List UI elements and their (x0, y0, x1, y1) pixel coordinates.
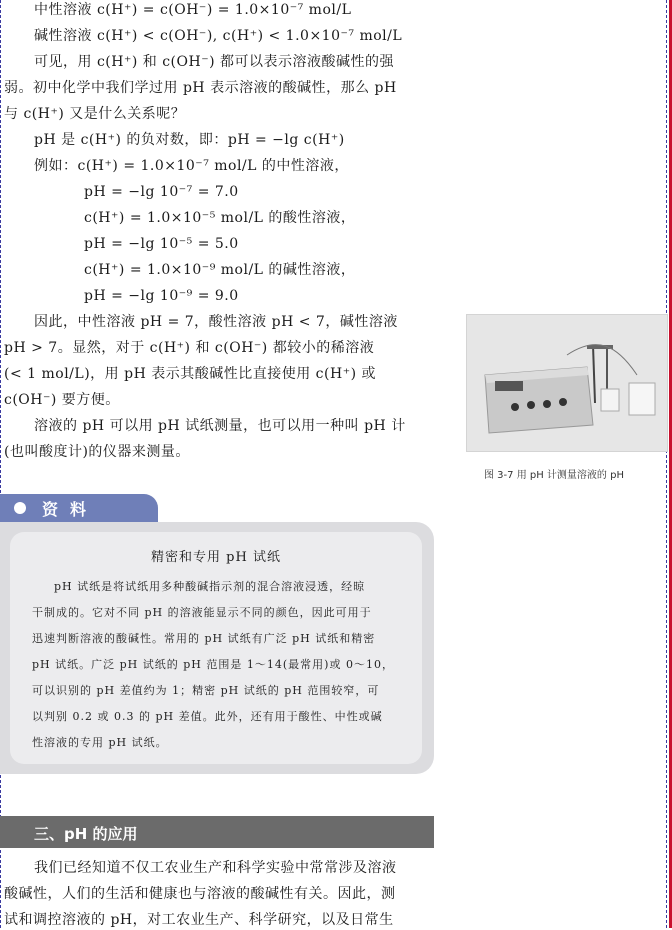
section-header (0, 816, 434, 848)
paragraph-line: 与 c(H⁺) 又是什么关系呢？ (4, 106, 186, 122)
paragraph-line: 可见，用 c(H⁺) 和 c(OH⁻) 都可以表示溶液酸碱性的强 (34, 54, 395, 70)
paragraph-line: 我们已经知道不仅工农业生产和科学实验中常常涉及溶液 (34, 860, 397, 876)
ph-meter-photo (466, 314, 668, 452)
info-box-line: 干制成的。它对不同 pH 的溶液能显示不同的颜色，因此可用于 (32, 606, 372, 619)
paragraph-line: 试和调控溶液的 pH，对工农业生产、科学研究，以及日常生 (4, 912, 394, 928)
info-box-inner (10, 532, 422, 764)
equation-neutral: 中性溶液 c(H⁺) = c(OH⁻) = 1.0×10⁻⁷ mol/L (34, 2, 352, 18)
example-base: c(H⁺) = 1.0×10⁻⁹ mol/L 的碱性溶液， (84, 262, 356, 278)
info-box-line: 性溶液的专用 pH 试纸。 (32, 736, 168, 749)
paragraph-line: 酸碱性，人们的生活和健康也与溶液的酸碱性有关。因此，测 (4, 886, 396, 902)
example-acid: c(H⁺) = 1.0×10⁻⁵ mol/L 的酸性溶液， (84, 210, 356, 226)
figure-caption: 图 3-7 用 pH 计测量溶液的 pH (484, 470, 624, 481)
example-intro: 例如：c(H⁺) = 1.0×10⁻⁷ mol/L 的中性溶液， (34, 158, 349, 174)
info-box (0, 522, 434, 774)
info-box-line: pH 试纸。广泛 pH 试纸的 pH 范围是 1～14(最常用)或 0～10， (32, 658, 394, 671)
example-ph-neutral: pH = −lg 10⁻⁷ = 7.0 (84, 184, 239, 200)
info-tab (0, 494, 158, 522)
section-title: 三、pH 的应用 (34, 825, 138, 843)
info-tab-label: 资料 (42, 500, 99, 519)
example-ph-base: pH = −lg 10⁻⁹ = 9.0 (84, 288, 239, 304)
paragraph-line: 因此，中性溶液 pH = 7，酸性溶液 pH < 7，碱性溶液 (34, 314, 398, 330)
paragraph-line: (< 1 mol/L)，用 pH 表示其酸碱性比直接使用 c(H⁺) 或 (4, 366, 376, 382)
info-box-title: 精密和专用 pH 试纸 (151, 550, 281, 565)
equation-basic: 碱性溶液 c(H⁺) < c(OH⁻), c(H⁺) < 1.0×10⁻⁷ mol/L (34, 28, 403, 44)
paragraph-line: c(OH⁻) 要方便。 (4, 392, 120, 408)
paragraph-line: 弱。初中化学中我们学过用 pH 表示溶液的酸碱性，那么 pH (4, 80, 397, 96)
page-border-left (0, 0, 2, 928)
info-box-line: 迅速判断溶液的酸碱性。常用的 pH 试纸有广泛 pH 试纸和精密 (32, 632, 376, 645)
paragraph-line: (也叫酸度计)的仪器来测量。 (4, 444, 190, 460)
paragraph-line: pH > 7。显然，对于 c(H⁺) 和 c(OH⁻) 都较小的稀溶液 (4, 340, 375, 356)
paragraph-line: 溶液的 pH 可以用 pH 试纸测量，也可以用一种叫 pH 计 (34, 418, 406, 434)
page-border-right (666, 0, 668, 928)
info-box-line: 以判别 0.2 或 0.3 的 pH 差值。此外，还有用于酸性、中性或碱 (32, 710, 383, 723)
info-box-line: 可以识别的 pH 差值约为 1；精密 pH 试纸的 pH 范围较窄，可 (32, 684, 380, 697)
ph-definition: pH 是 c(H⁺) 的负对数，即：pH = −lg c(H⁺) (34, 132, 345, 148)
bullet-icon (14, 502, 26, 514)
info-box-line: pH 试纸是将试纸用多种酸碱指示剂的混合溶液浸透，经晾 (54, 580, 366, 593)
ph-meter-illustration (467, 315, 667, 451)
example-ph-acid: pH = −lg 10⁻⁵ = 5.0 (84, 236, 239, 252)
